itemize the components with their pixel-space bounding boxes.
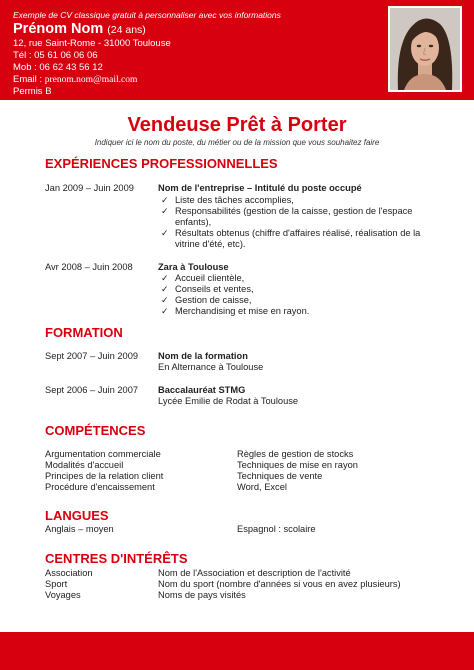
- experience-1-bullet-3: Résultats obtenus (chiffre d'affaires réalisé, réalisation de la: [175, 228, 421, 238]
- section-heading-langues: LANGUES: [45, 508, 109, 523]
- interest-value-voyages: Noms de pays visités: [158, 590, 246, 600]
- language-english: Anglais – moyen: [45, 524, 114, 534]
- check-icon: ✓: [161, 273, 169, 283]
- check-icon: ✓: [161, 195, 169, 205]
- experience-2-company: Zara à Toulouse: [158, 262, 229, 272]
- experience-1-bullet-3-cont: vitrine d'été, etc).: [175, 239, 246, 249]
- phone: Tél : 05 61 06 06 06: [13, 50, 98, 61]
- experience-2-bullet-2: Conseils et ventes,: [175, 284, 254, 294]
- driving-licence: Permis B: [13, 86, 52, 97]
- email-label: Email :: [13, 74, 45, 85]
- candidate-name-text: Prénom Nom: [13, 21, 104, 37]
- interest-label-voyages: Voyages: [45, 590, 81, 600]
- competence-left-4: Procédure d'encaissement: [45, 482, 155, 492]
- interest-value-association: Nom de l'Association et description de l'activité: [158, 568, 351, 578]
- interest-label-association: Association: [45, 568, 93, 578]
- header-note: Exemple de CV classique gratuit à personnaliser avec vos informations: [13, 10, 281, 20]
- mobile: Mob : 06 62 43 56 12: [13, 62, 103, 73]
- check-icon: ✓: [161, 228, 169, 238]
- address: 12, rue Saint-Rome - 31000 Toulouse: [13, 38, 171, 49]
- footer-band: [0, 632, 474, 670]
- interest-label-sport: Sport: [45, 579, 68, 589]
- section-heading-formation: FORMATION: [45, 325, 123, 340]
- check-icon: ✓: [161, 284, 169, 294]
- experience-1-company: Nom de l'entreprise – Intitulé du poste occupé: [158, 183, 362, 193]
- job-title: Vendeuse Prêt à Porter: [127, 114, 347, 136]
- check-icon: ✓: [161, 295, 169, 305]
- portrait-image: [390, 8, 460, 90]
- section-heading-competences: COMPÉTENCES: [45, 423, 146, 438]
- formation-2-title: Baccalauréat STMG: [158, 385, 246, 395]
- email-value[interactable]: prenom.nom@mail.com: [44, 75, 138, 85]
- section-heading-experience: EXPÉRIENCES PROFESSIONNELLES: [45, 156, 278, 171]
- competence-left-2: Modalités d'accueil: [45, 460, 124, 470]
- competence-right-4: Word, Excel: [237, 482, 287, 492]
- experience-2-dates: Avr 2008 – Juin 2008: [45, 262, 133, 272]
- check-icon: ✓: [161, 206, 169, 216]
- experience-1-bullet-1: Liste des tâches accomplies,: [175, 195, 294, 205]
- experience-1-dates: Jan 2009 – Juin 2009: [45, 183, 134, 193]
- candidate-age: (24 ans): [107, 24, 146, 36]
- check-icon: ✓: [161, 306, 169, 316]
- formation-1-detail: En Alternance à Toulouse: [158, 362, 264, 372]
- section-heading-interets: CENTRES D'INTÉRÊTS: [45, 551, 188, 566]
- experience-2-bullet-4: Merchandising et mise en rayon.: [175, 306, 310, 316]
- experience-2-bullet-1: Accueil clientèle,: [175, 273, 245, 283]
- job-subtitle: Indiquer ici le nom du poste, du métier ou de la mission que vous souhaitez faire: [94, 138, 380, 147]
- candidate-name: [13, 21, 146, 37]
- experience-1-bullet-2-cont: enfants),: [175, 217, 212, 227]
- experience-2-bullet-3: Gestion de caisse,: [175, 295, 252, 305]
- formation-1-dates: Sept 2007 – Juin 2009: [45, 351, 139, 361]
- header-banner: [0, 0, 474, 100]
- competence-right-2: Techniques de mise en rayon: [237, 460, 358, 470]
- language-spanish: Espagnol : scolaire: [237, 524, 316, 534]
- experience-1-bullet-2: Responsabilités (gestion de la caisse, gestion de l'espace: [175, 206, 413, 216]
- competence-right-3: Techniques de vente: [237, 471, 323, 481]
- profile-photo: [388, 6, 462, 92]
- interest-value-sport: Nom du sport (nombre d'années si vous en avez plusieurs): [158, 579, 401, 589]
- competence-left-3: Principes de la relation client: [45, 471, 164, 481]
- email: [13, 74, 137, 85]
- competence-left-1: Argumentation commerciale: [45, 449, 161, 459]
- competence-right-1: Règles de gestion de stocks: [237, 449, 354, 459]
- formation-2-dates: Sept 2006 – Juin 2007: [45, 385, 139, 395]
- formation-1-title: Nom de la formation: [158, 351, 248, 361]
- formation-2-detail: Lycée Emilie de Rodat à Toulouse: [158, 396, 299, 406]
